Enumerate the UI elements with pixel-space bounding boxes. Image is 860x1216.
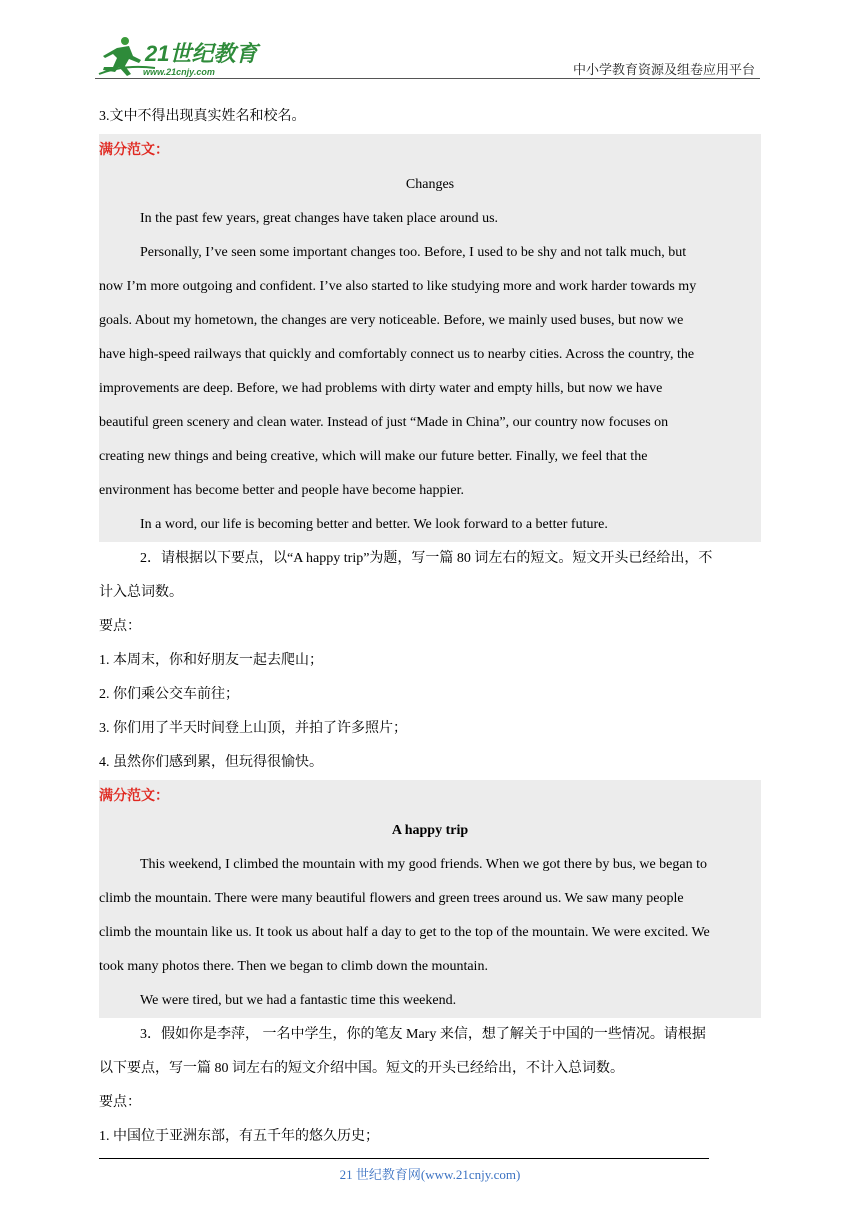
- sample-essay-changes: [99, 134, 761, 542]
- sample-essay-happy-trip: [99, 780, 761, 1018]
- essay-line: now I’m more outgoing and confident. I’ve also started to like studying more and work harder towards my: [99, 279, 697, 294]
- question-3-text: 以下要点，写一篇 80 词左右的短文介绍中国。短文的开头已经给出，不计入总词数。: [99, 1061, 624, 1076]
- question-2-text: 2．请根据以下要点，以“A happy trip”为题，写一篇 80 词左右的短文。短文开头已经给出，不: [140, 551, 713, 566]
- point-item: 1. 中国位于亚洲东部，有五千年的悠久历史；: [99, 1129, 379, 1144]
- header-divider: [95, 78, 760, 79]
- points-label: 要点：: [99, 619, 141, 634]
- essay-line: We were tired, but we had a fantastic time this weekend.: [140, 993, 457, 1008]
- essay-line: climb the mountain like us. It took us about half a day to get to the top of the mountain. We were excited. We: [99, 925, 710, 940]
- points-label: 要点：: [99, 1095, 141, 1110]
- point-item: 2. 你们乘公交车前往；: [99, 687, 239, 702]
- essay-line: took many photos there. Then we began to climb down the mountain.: [99, 959, 488, 974]
- point-item: 1. 本周末，你和好朋友一起去爬山；: [99, 653, 323, 668]
- sample-label: 满分范文：: [99, 143, 169, 158]
- essay-line: In the past few years, great changes have taken place around us.: [140, 211, 499, 226]
- essay-title: A happy trip: [391, 823, 469, 838]
- svg-text:21世纪教育: 21世纪教育: [145, 41, 258, 66]
- platform-name: 中小学教育资源及组卷应用平台: [572, 62, 755, 77]
- writing-rule-3: 3.文中不得出现真实姓名和校名。: [99, 109, 306, 124]
- point-item: 3. 你们用了半天时间登上山顶，并拍了许多照片；: [99, 721, 407, 736]
- footer-link[interactable]: 21 世纪教育网(www.21cnjy.com): [339, 1167, 521, 1182]
- point-item: 4. 虽然你们感到累，但玩得很愉快。: [99, 755, 323, 770]
- essay-line: environment has become better and people have become happier.: [99, 483, 465, 498]
- essay-line: Personally, I’ve seen some important changes too. Before, I used to be shy and not talk much, but: [140, 245, 687, 260]
- essay-title: Changes: [405, 177, 455, 192]
- question-3-text: 3．假如你是李萍， 一名中学生，你的笔友 Mary 来信，想了解关于中国的一些情况。请根据: [140, 1027, 706, 1042]
- page-header: [95, 32, 760, 80]
- question-2-text: 计入总词数。: [99, 585, 183, 600]
- site-logo: [95, 34, 265, 78]
- essay-line: This weekend, I climbed the mountain with my good friends. When we got there by bus, we began to: [140, 857, 707, 872]
- essay-line: have high-speed railways that quickly and comfortably connect us to nearby cities. Across the country, the: [99, 347, 695, 362]
- essay-line: improvements are deep. Before, we had problems with dirty water and empty hills, but now we have: [99, 381, 663, 396]
- essay-line: beautiful green scenery and clean water. Instead of just “Made in China”, our country now focuses on: [99, 415, 669, 430]
- document-body: [99, 100, 761, 1154]
- essay-line: climb the mountain. There were many beautiful flowers and green trees around us. We saw many people: [99, 891, 684, 906]
- essay-line: goals. About my hometown, the changes are very noticeable. Before, we mainly used buses, but now we: [99, 313, 684, 328]
- svg-text:www.21cnjy.com: www.21cnjy.com: [143, 67, 215, 77]
- sample-label: 满分范文：: [99, 789, 169, 804]
- footer-divider: [99, 1158, 709, 1159]
- essay-line: creating new things and being creative, which will make our future better. Finally, we feel that the: [99, 449, 648, 464]
- essay-line: In a word, our life is becoming better and better. We look forward to a better future.: [140, 517, 608, 532]
